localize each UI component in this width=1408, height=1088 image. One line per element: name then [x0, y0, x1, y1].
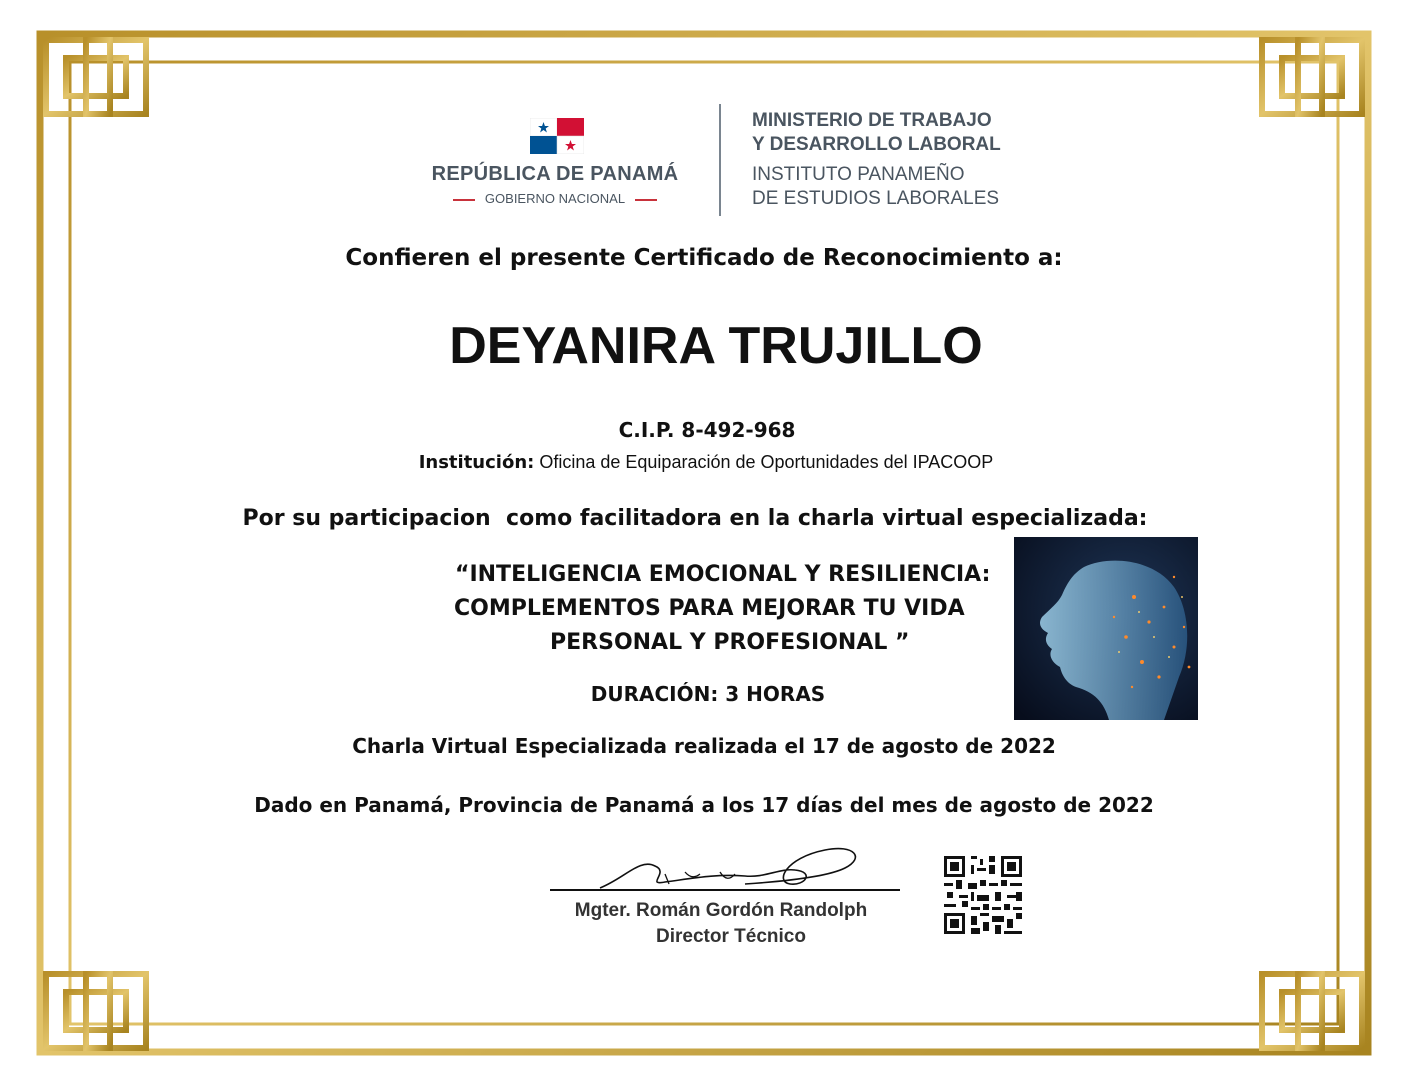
- realized-date-text: Charla Virtual Especializada realizada el 17 de agosto de 2022: [352, 734, 1056, 758]
- government-subtitle: [420, 191, 690, 206]
- participation-text: Por su participacion como facilitadora en la charla virtual especializada:: [242, 506, 1148, 531]
- ministry-line-1: MINISTERIO DE TRABAJO: [752, 110, 992, 131]
- institute-line-1: INSTITUTO PANAMEÑO: [752, 164, 965, 185]
- duration-text: DURACIÓN: 3 HORAS: [590, 682, 826, 706]
- certificate-intro: Confieren el presente Certificado de Reconocimiento a:: [345, 245, 1063, 271]
- recipient-name: DEYANIRA TRUJILLO: [449, 317, 983, 375]
- institution-value: Oficina de Equiparación de Oportunidades del IPACOOP: [539, 452, 994, 472]
- institution-line: [0, 452, 1408, 473]
- government-subtitle-text: GOBIERNO NACIONAL: [484, 191, 626, 206]
- panama-flag-icon: [530, 118, 584, 154]
- institution-label: Institución:: [418, 452, 535, 473]
- qr-code-icon: [944, 856, 1022, 934]
- talk-title-line-3: PERSONAL Y PROFESIONAL ”: [550, 630, 910, 655]
- recipient-cip: C.I.P. 8-492-968: [618, 418, 796, 442]
- ministry-line-2: Y DESARROLLO LABORAL: [752, 134, 1001, 155]
- handwritten-signature: [545, 838, 905, 898]
- republic-title: REPÚBLICA DE PANAMÁ: [431, 163, 679, 185]
- header-divider: [719, 104, 721, 216]
- talk-title-line-1: “INTELIGENCIA EMOCIONAL Y RESILIENCIA:: [455, 562, 991, 587]
- signer-role: Director Técnico: [656, 926, 806, 947]
- talk-title-line-2: COMPLEMENTOS PARA MEJORAR TU VIDA: [454, 596, 965, 621]
- given-place-date-text: Dado en Panamá, Provincia de Panamá a los 17 días del mes de agosto de 2022: [254, 793, 1154, 817]
- institute-line-2: DE ESTUDIOS LABORALES: [752, 188, 1000, 209]
- signer-name: Mgter. Román Gordón Randolph: [574, 900, 868, 921]
